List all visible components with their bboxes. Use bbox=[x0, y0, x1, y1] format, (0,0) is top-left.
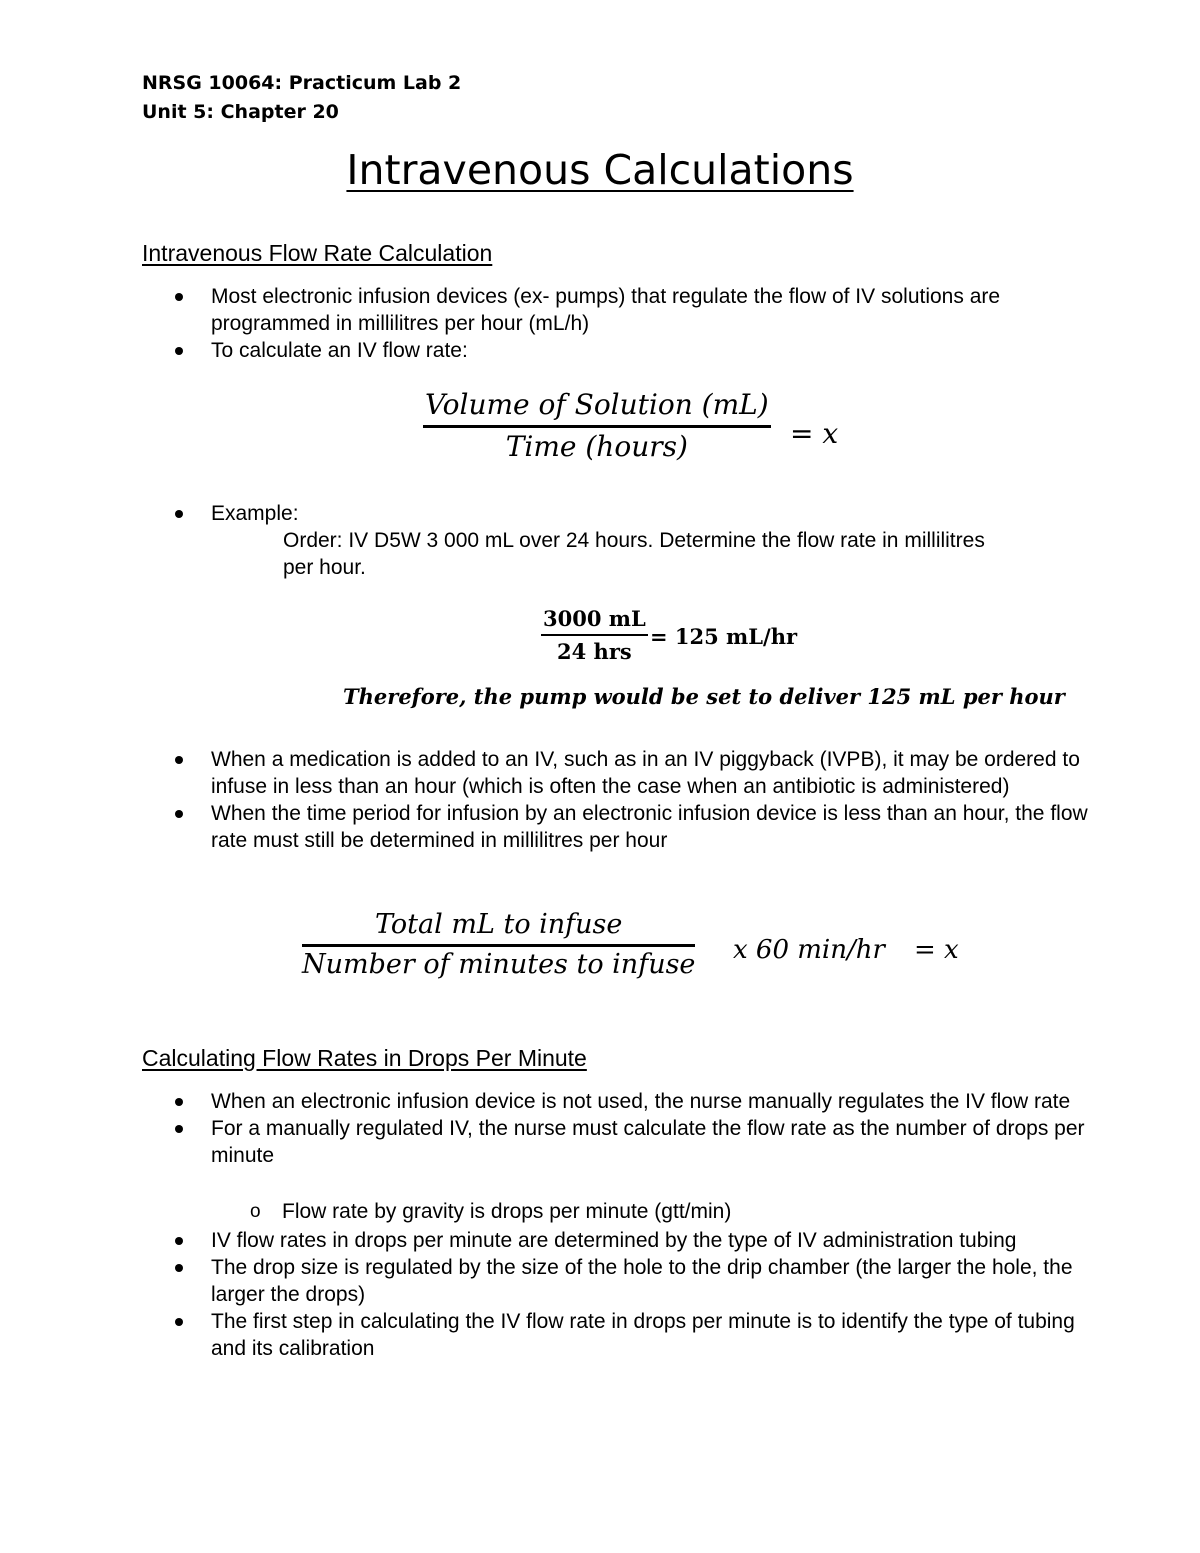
bullet-list-flow-rate bbox=[142, 283, 1102, 364]
formula-rhs: = x bbox=[914, 935, 959, 965]
formula-numerator: Volume of Solution (mL) bbox=[425, 388, 769, 421]
formula-denominator: Time (hours) bbox=[505, 430, 688, 463]
bullet-list-example bbox=[142, 500, 1102, 527]
formula-example bbox=[541, 606, 648, 664]
list-item: The first step in calculating the IV flow rate in drops per minute is to identify the type of tubing and its calibration bbox=[142, 1308, 1102, 1362]
bullet-icon bbox=[175, 1125, 183, 1133]
list-item: When a medication is added to an IV, such as in an IV piggyback (IVPB), it may be ordered to infuse in less than an hour (which is often the case when an antibiotic is administered) bbox=[142, 746, 1102, 800]
formula-numerator: 3000 mL bbox=[543, 606, 646, 631]
list-item: To calculate an IV flow rate: bbox=[142, 337, 1102, 364]
bullet-icon bbox=[175, 293, 183, 301]
section-heading-flow-rate: Intravenous Flow Rate Calculation bbox=[142, 240, 493, 266]
bullet-icon bbox=[175, 510, 183, 518]
bullet-icon bbox=[175, 1098, 183, 1106]
unit-header: Unit 5: Chapter 20 bbox=[142, 101, 339, 123]
list-item: For a manually regulated IV, the nurse must calculate the flow rate as the number of drops per minute bbox=[142, 1115, 1102, 1169]
bullet-list-drops-continued bbox=[142, 1227, 1102, 1362]
bullet-icon bbox=[175, 756, 183, 764]
formula-minutes bbox=[302, 909, 695, 980]
formula-denominator: 24 hrs bbox=[557, 639, 632, 664]
bullet-icon bbox=[175, 1237, 183, 1245]
example-conclusion: Therefore, the pump would be set to deliver 125 mL per hour bbox=[343, 684, 1065, 709]
list-item: IV flow rates in drops per minute are determined by the type of IV administration tubing bbox=[142, 1227, 1102, 1254]
formula-numerator: Total mL to infuse bbox=[375, 909, 623, 940]
bullet-icon bbox=[175, 1318, 183, 1326]
formula-rhs: = x bbox=[790, 417, 839, 450]
course-header: NRSG 10064: Practicum Lab 2 bbox=[142, 72, 462, 94]
bullet-icon bbox=[175, 347, 183, 355]
bullet-icon bbox=[175, 810, 183, 818]
sub-list-item: o Flow rate by gravity is drops per minute (gtt/min) bbox=[250, 1200, 732, 1223]
formula-multiplier: x 60 min/hr bbox=[733, 935, 885, 965]
page-title: Intravenous Calculations bbox=[346, 146, 854, 194]
bullet-icon bbox=[175, 1264, 183, 1272]
list-item: Most electronic infusion devices (ex- pumps) that regulate the flow of IV solutions are programmed in millilitres per hour (mL/h) bbox=[142, 283, 1102, 337]
bullet-list-drops bbox=[142, 1088, 1102, 1169]
sub-bullet-icon: o bbox=[250, 1201, 261, 1222]
list-item: The drop size is regulated by the size of the hole to the drip chamber (the larger the hole, the larger the drops) bbox=[142, 1254, 1102, 1308]
formula-flow-rate bbox=[423, 388, 771, 463]
section-heading-drops: Calculating Flow Rates in Drops Per Minute bbox=[142, 1045, 587, 1071]
list-item: Example: bbox=[142, 500, 1102, 527]
formula-result: = 125 mL/hr bbox=[650, 624, 798, 649]
formula-denominator: Number of minutes to infuse bbox=[302, 949, 696, 980]
bullet-list-ivpb bbox=[142, 746, 1102, 854]
list-item: When the time period for infusion by an electronic infusion device is less than an hour, the flow rate must still be determined in millilitres per hour bbox=[142, 800, 1102, 854]
example-order: Order: IV D5W 3 000 mL over 24 hours. Determine the flow rate in millilitres per hour. bbox=[283, 529, 985, 579]
list-item: When an electronic infusion device is not used, the nurse manually regulates the IV flow rate bbox=[142, 1088, 1102, 1115]
